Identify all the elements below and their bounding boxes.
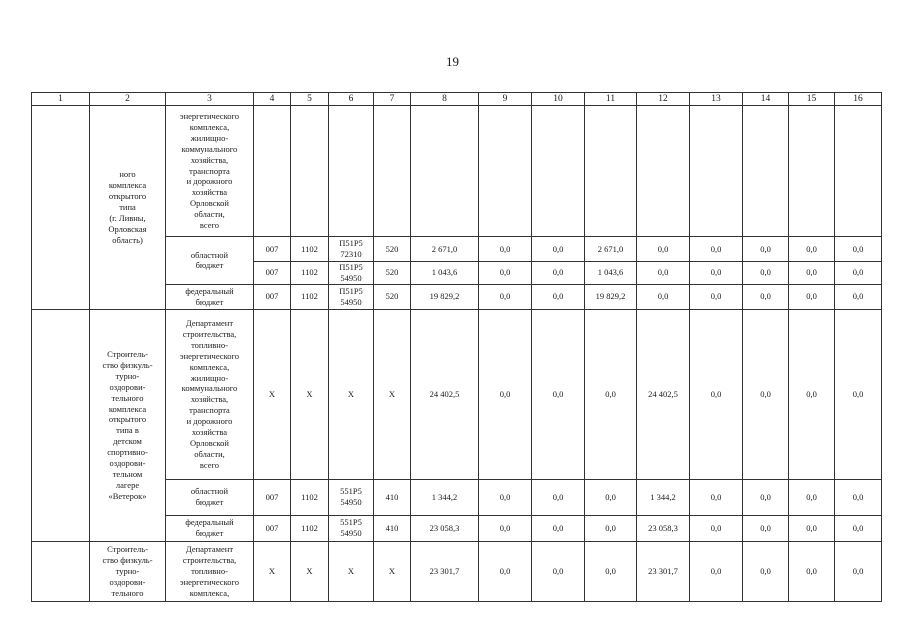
funding-source-cell: федеральный бюджет bbox=[166, 284, 254, 309]
value-cell: 0,0 bbox=[479, 541, 532, 601]
value-cell: 0,0 bbox=[690, 479, 743, 515]
column-number: 13 bbox=[690, 93, 743, 106]
value-cell: 0,0 bbox=[690, 237, 743, 262]
page-number: 19 bbox=[446, 54, 459, 69]
target-code-cell: 551Р5 54950 bbox=[329, 479, 374, 515]
value-cell: 520 bbox=[374, 237, 411, 262]
value-cell: 0,0 bbox=[789, 309, 835, 479]
value-cell: 0,0 bbox=[637, 284, 690, 309]
column-number: 16 bbox=[835, 93, 882, 106]
value-cell: 007 bbox=[254, 262, 291, 285]
value-cell: 0,0 bbox=[637, 262, 690, 285]
column-number: 7 bbox=[374, 93, 411, 106]
value-cell: 007 bbox=[254, 284, 291, 309]
value-cell: 23 301,7 bbox=[637, 541, 690, 601]
value-cell: 2 671,0 bbox=[411, 237, 479, 262]
value-cell: 0,0 bbox=[479, 237, 532, 262]
value-cell: 0,0 bbox=[743, 262, 789, 285]
object-name-cell: Строитель- ство физкуль- турно- оздорови- тельного комплекса открытого типа в детском спортивно- оздорови- тельном лагере «Ветерок» bbox=[90, 309, 166, 541]
value-cell bbox=[329, 106, 374, 237]
value-cell: 0,0 bbox=[835, 515, 882, 541]
value-cell bbox=[637, 106, 690, 237]
funding-source-cell: областной бюджет bbox=[166, 479, 254, 515]
value-cell: 0,0 bbox=[690, 309, 743, 479]
value-cell: 0,0 bbox=[479, 479, 532, 515]
value-cell: 1102 bbox=[291, 515, 329, 541]
value-cell: X bbox=[254, 541, 291, 601]
value-cell: 0,0 bbox=[532, 541, 585, 601]
value-cell: 0,0 bbox=[789, 262, 835, 285]
value-cell bbox=[374, 106, 411, 237]
value-cell: 0,0 bbox=[479, 309, 532, 479]
value-cell: X bbox=[254, 309, 291, 479]
value-cell bbox=[532, 106, 585, 237]
value-cell: 19 829,2 bbox=[585, 284, 637, 309]
target-code-cell: П51Р5 72310 bbox=[329, 237, 374, 262]
value-cell: 410 bbox=[374, 515, 411, 541]
value-cell: 0,0 bbox=[690, 262, 743, 285]
column-number: 11 bbox=[585, 93, 637, 106]
row-number-cell bbox=[32, 309, 90, 541]
value-cell: 0,0 bbox=[479, 515, 532, 541]
value-cell: 0,0 bbox=[743, 541, 789, 601]
value-cell: 0,0 bbox=[532, 515, 585, 541]
value-cell bbox=[585, 106, 637, 237]
value-cell: 23 301,7 bbox=[411, 541, 479, 601]
column-number: 14 bbox=[743, 93, 789, 106]
value-cell bbox=[835, 106, 882, 237]
target-code-cell: 551Р5 54950 bbox=[329, 515, 374, 541]
value-cell bbox=[743, 106, 789, 237]
executor-cell: энергетического комплекса, жилищно- коммунального хозяйства, транспорта и дорожного хозяйства Орловской области, всего bbox=[166, 106, 254, 237]
column-number: 15 bbox=[789, 93, 835, 106]
column-number: 8 bbox=[411, 93, 479, 106]
value-cell: 0,0 bbox=[532, 237, 585, 262]
value-cell: X bbox=[329, 309, 374, 479]
value-cell: 24 402,5 bbox=[637, 309, 690, 479]
value-cell: 007 bbox=[254, 237, 291, 262]
value-cell: 0,0 bbox=[743, 515, 789, 541]
target-code-cell: П51Р5 54950 bbox=[329, 284, 374, 309]
value-cell: 0,0 bbox=[789, 541, 835, 601]
column-number: 10 bbox=[532, 93, 585, 106]
value-cell: 0,0 bbox=[532, 284, 585, 309]
value-cell: 0,0 bbox=[479, 262, 532, 285]
table-row bbox=[32, 541, 882, 601]
object-name-cell: ного комплекса открытого типа (г. Ливны, Орловская область) bbox=[90, 106, 166, 310]
value-cell: 0,0 bbox=[637, 237, 690, 262]
budget-table bbox=[31, 92, 882, 602]
value-cell: 1 043,6 bbox=[411, 262, 479, 285]
value-cell: 1102 bbox=[291, 237, 329, 262]
value-cell: 520 bbox=[374, 262, 411, 285]
value-cell: 0,0 bbox=[690, 515, 743, 541]
value-cell: 410 bbox=[374, 479, 411, 515]
column-number: 6 bbox=[329, 93, 374, 106]
value-cell bbox=[411, 106, 479, 237]
value-cell: 0,0 bbox=[690, 541, 743, 601]
value-cell: X bbox=[329, 541, 374, 601]
value-cell: 1102 bbox=[291, 262, 329, 285]
value-cell bbox=[690, 106, 743, 237]
row-number-cell bbox=[32, 106, 90, 310]
executor-cell: Департамент строительства, топливно- энергетического комплекса, жилищно- коммунального хозяйства, транспорта и дорожного хозяйства Орловской области, всего bbox=[166, 309, 254, 479]
table-row bbox=[32, 309, 882, 479]
value-cell: 0,0 bbox=[835, 284, 882, 309]
value-cell bbox=[479, 106, 532, 237]
value-cell: X bbox=[374, 309, 411, 479]
funding-source-cell: областной бюджет bbox=[166, 237, 254, 285]
value-cell: 1102 bbox=[291, 284, 329, 309]
value-cell: 0,0 bbox=[789, 237, 835, 262]
value-cell: 0,0 bbox=[835, 541, 882, 601]
funding-source-cell: федеральный бюджет bbox=[166, 515, 254, 541]
value-cell: 0,0 bbox=[585, 515, 637, 541]
target-code-cell: П51Р5 54950 bbox=[329, 262, 374, 285]
value-cell: 0,0 bbox=[743, 237, 789, 262]
column-number-row bbox=[32, 93, 882, 106]
value-cell bbox=[254, 106, 291, 237]
column-number: 2 bbox=[90, 93, 166, 106]
column-number: 1 bbox=[32, 93, 90, 106]
value-cell: 1102 bbox=[291, 479, 329, 515]
value-cell: 0,0 bbox=[690, 284, 743, 309]
value-cell: 0,0 bbox=[835, 237, 882, 262]
column-number: 3 bbox=[166, 93, 254, 106]
value-cell: 0,0 bbox=[479, 284, 532, 309]
value-cell: 0,0 bbox=[743, 479, 789, 515]
column-number: 5 bbox=[291, 93, 329, 106]
value-cell: 0,0 bbox=[532, 309, 585, 479]
value-cell: 19 829,2 bbox=[411, 284, 479, 309]
value-cell: 0,0 bbox=[743, 309, 789, 479]
value-cell: 2 671,0 bbox=[585, 237, 637, 262]
value-cell: 520 bbox=[374, 284, 411, 309]
value-cell: 0,0 bbox=[532, 479, 585, 515]
value-cell: 0,0 bbox=[789, 515, 835, 541]
value-cell: X bbox=[291, 309, 329, 479]
value-cell: 23 058,3 bbox=[637, 515, 690, 541]
value-cell: 1 344,2 bbox=[637, 479, 690, 515]
row-number-cell bbox=[32, 541, 90, 601]
value-cell bbox=[291, 106, 329, 237]
value-cell: 0,0 bbox=[532, 262, 585, 285]
column-number: 4 bbox=[254, 93, 291, 106]
value-cell: 1 344,2 bbox=[411, 479, 479, 515]
value-cell: 0,0 bbox=[585, 541, 637, 601]
value-cell: 007 bbox=[254, 515, 291, 541]
value-cell bbox=[789, 106, 835, 237]
column-number: 9 bbox=[479, 93, 532, 106]
value-cell: 007 bbox=[254, 479, 291, 515]
value-cell: 0,0 bbox=[743, 284, 789, 309]
table-row bbox=[32, 106, 882, 237]
value-cell: 0,0 bbox=[835, 309, 882, 479]
value-cell: 0,0 bbox=[789, 479, 835, 515]
value-cell: 1 043,6 bbox=[585, 262, 637, 285]
value-cell: X bbox=[374, 541, 411, 601]
value-cell: 0,0 bbox=[835, 262, 882, 285]
value-cell: 0,0 bbox=[585, 309, 637, 479]
value-cell: 0,0 bbox=[585, 479, 637, 515]
value-cell: X bbox=[291, 541, 329, 601]
object-name-cell: Строитель- ство физкуль- турно- оздорови- тельного bbox=[90, 541, 166, 601]
value-cell: 0,0 bbox=[789, 284, 835, 309]
value-cell: 0,0 bbox=[835, 479, 882, 515]
value-cell: 23 058,3 bbox=[411, 515, 479, 541]
executor-cell: Департамент строительства, топливно- энергетического комплекса, bbox=[166, 541, 254, 601]
value-cell: 24 402,5 bbox=[411, 309, 479, 479]
column-number: 12 bbox=[637, 93, 690, 106]
